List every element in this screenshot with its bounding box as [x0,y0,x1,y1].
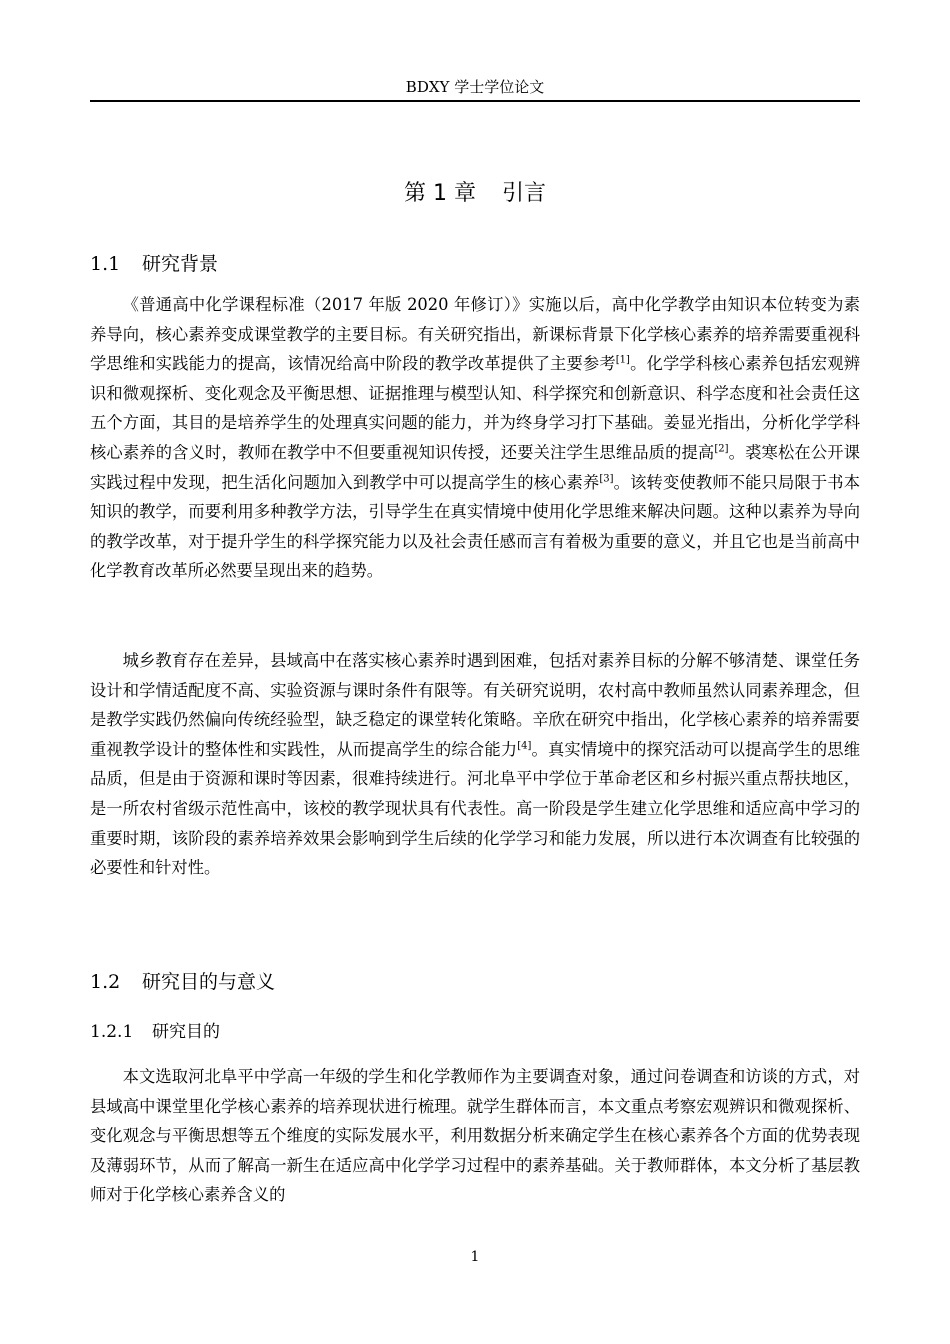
section-number: 1.1 [90,253,121,275]
running-header: BDXY 学士学位论文 [405,78,545,96]
page-number: 1 [470,1249,480,1265]
paragraph-background-1: 《普通高中化学课程标准（2017 年版 2020 年修订）》实施以后，高中化学教学由知识本位转变为素养导向，核心素养变成课堂教学的主要目标。有关研究指出，新课标背景下化学核心素养的培养需要重视科学思维和实践能力的提高，该情况给高中阶段的教学改革提供了主要参考[1]。化学学科核心素养包括宏观辨识和微观探析、变化观念及平衡思想、证据推理与模型认知、科学探究和创新意识、科学态度和社会责任这五个方面，其目的是培养学生的处理真实问题的能力，并为终身学习打下基础。姜显光指出，分析化学学科核心素养的含义时，教师在教学中不但要重视知识传授，还要关注学生思维品质的提高[2]。裘寒松在公开课实践过程中发现，把生活化问题加入到教学中可以提高学生的核心素养[3]。该转变使教师不能只局限于书本知识的教学，而要利用多种教学方法，引导学生在真实情境中使用化学思维来解决问题。这种以素养为导向的教学改革，对于提升学生的科学探究能力以及社会责任感而言有着极为重要的意义，并且它也是当前高中化学教育改革所必然要呈现出来的趋势。 [90,295,860,581]
section-title: 研究背景 [142,253,219,275]
chapter-name: 引言 [501,181,546,206]
citation-3[interactable]: [3] [599,473,614,485]
section-title: 研究目的与意义 [142,971,276,993]
paragraph-research-purpose: 本文选取河北阜平中学高一年级的学生和化学教师作为主要调查对象，通过问卷调查和访谈的方式，对县域高中课堂里化学核心素养的培养现状进行梳理。就学生群体而言，本文重点考察宏观辨识和微观探析、变化观念与平衡思想等五个维度的实际发展水平，利用数据分析来确定学生在核心素养各个方面的优势表现及薄弱环节，从而了解高一新生在适应高中化学学习过程中的素养基础。关于教师群体，本文分析了基层教师对于化学核心素养含义的 [90,1067,860,1205]
subsection-number: 1.2.1 [90,1022,134,1042]
section-heading-1-1 [90,250,218,278]
section-number: 1.2 [90,971,121,993]
subsection-title: 研究目的 [152,1022,220,1042]
citation-2[interactable]: [2] [714,443,729,455]
chapter-title [90,178,860,210]
citation-4[interactable]: [4] [517,740,532,752]
subsection-heading-1-2-1 [90,1019,220,1045]
header-rule [90,100,860,102]
citation-1[interactable]: [1] [615,354,630,366]
paragraph-background-2: 城乡教育存在差异，县域高中在落实核心素养时遇到困难，包括对素养目标的分解不够清楚、课堂任务设计和学情适配度不高、实验资源与课时条件有限等。有关研究说明，农村高中教师虽然认同素养理念，但是教学实践仍然偏向传统经验型，缺乏稳定的课堂转化策略。辛欣在研究中指出，化学核心素养的培养需要重视教学设计的整体性和实践性，从而提高学生的综合能力[4]。真实情境中的探究活动可以提高学生的思维品质，但是由于资源和课时等因素，很难持续进行。河北阜平中学位于革命老区和乡村振兴重点帮扶地区，是一所农村省级示范性高中，该校的教学现状具有代表性。高一阶段是学生建立化学思维和适应高中学习的重要时期，该阶段的素养培养效果会影响到学生后续的化学学习和能力发展，所以进行本次调查有比较强的必要性和针对性。 [90,651,860,878]
section-heading-1-2 [90,968,275,996]
chapter-number: 第 1 章 [404,181,476,206]
